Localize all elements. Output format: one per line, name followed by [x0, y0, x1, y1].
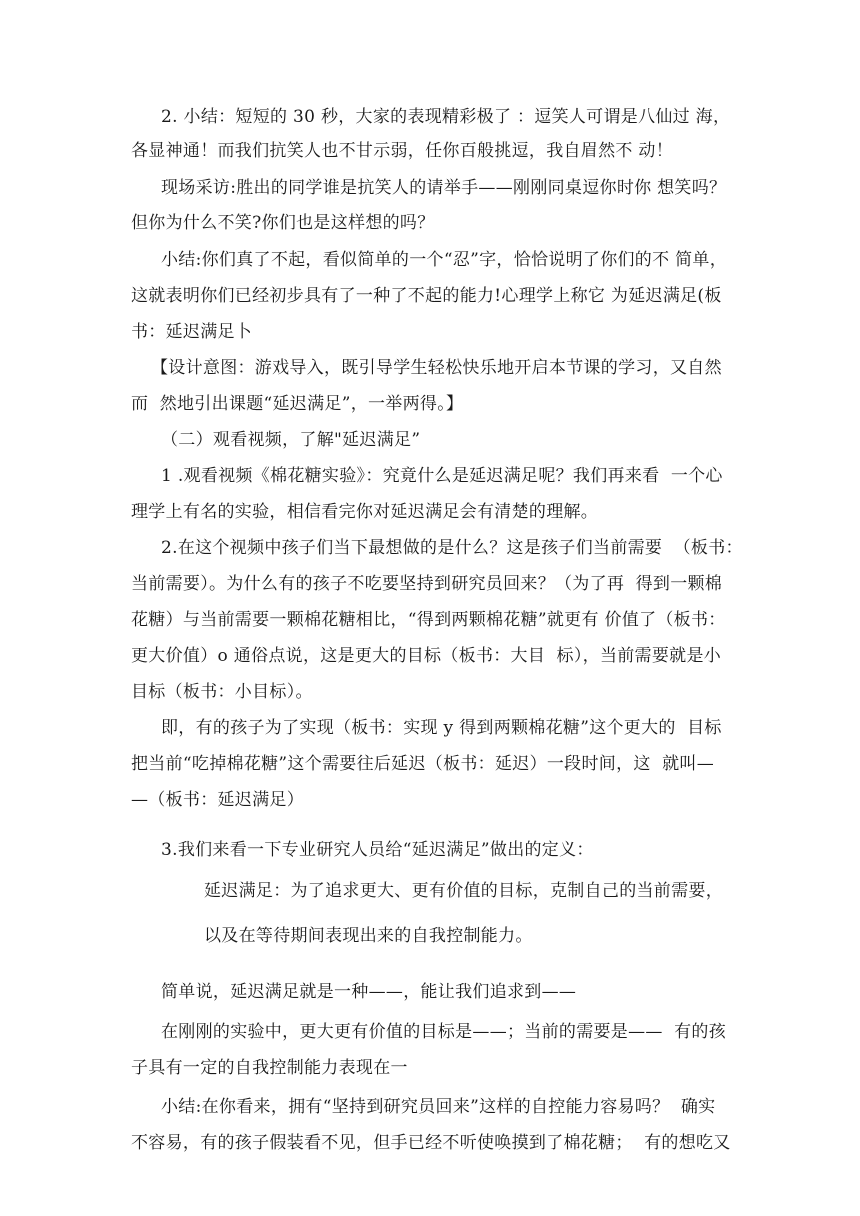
text-line: 当前需要）。为什么有的孩子不吃要坚持到研究员回来？（为了再 得到一颗棉	[131, 574, 723, 594]
text-line: 把当前“吃掉棉花糖”这个需要往后延迟（板书：延迟）一段时间，这 就叫—	[131, 754, 714, 774]
text-line: 2. 小结：短短的 30 秒，大家的表现精彩极了 ：逗笑人可谓是八仙过 海，	[161, 107, 731, 127]
definition-line: 以及在等待期间表现出来的自我控制能力。	[204, 926, 533, 946]
section-heading: （二）观看视频，了解"延迟满足”	[161, 430, 421, 450]
text-line: 这就表明你们已经初步具有了一种了不起的能力!心理学上称它 为延迟满足(板	[131, 286, 722, 306]
text-line: 【设计意图：游戏导入，既引导学生轻松快乐地开启本节课的学习，又自然	[151, 358, 722, 378]
text-line: 而 然地引出课题“延迟满足”，一举两得。】	[131, 394, 464, 414]
text-line: 简单说，延迟满足就是一种——，能让我们追求到——	[161, 982, 577, 1002]
text-line: 2.在这个视频中孩子们当下最想做的是什么？这是孩子们当前需要 （板书：	[161, 538, 743, 558]
text-line: 但你为什么不笑?你们也是这样想的吗？	[131, 213, 435, 233]
text-line: 1 .观看视频《棉花糖实验》：究竟什么是延迟满足呢？我们再来看 一个心	[161, 466, 723, 486]
text-line: 现场采访:胜出的同学谁是抗笑人的请举手——刚刚同桌逗你时你 想笑吗？	[161, 178, 727, 198]
text-line: 目标（板书：小目标）。	[131, 682, 313, 702]
definition-line: 延迟满足：为了追求更大、更有价值的目标，克制自己的当前需要，	[204, 881, 723, 901]
text-line: 各显神通！而我们抗笑人也不甘示弱，任你百般挑逗，我自眉然不 动！	[131, 141, 674, 161]
text-line: 在刚刚的实验中，更大更有价值的目标是——；当前的需要是—— 有的孩	[161, 1022, 727, 1042]
text-line: 即，有的孩子为了实现（板书：实现 y 得到两颗棉花糖”这个更大的 目标	[161, 718, 722, 738]
text-line: 理学上有名的实验，相信看完你对延迟满足会有清楚的理解。	[131, 502, 599, 522]
text-line: 不容易，有的孩子假装看不见，但手已经不听使唤摸到了棉花糖； 有的想吃又	[131, 1133, 731, 1153]
text-line: 更大价值）o 通俗点说，这是更大的目标（板书：大目 标），当前需要就是小	[131, 646, 722, 666]
text-line: 书：延迟满足卜	[131, 322, 253, 342]
text-line: 子具有一定的自我控制能力表现在一	[131, 1058, 408, 1078]
text-line: 3.我们来看一下专业研究人员给“延迟满足”做出的定义：	[161, 840, 594, 860]
text-line: 花糖）与当前需要一颗棉花糖相比，“得到两颗棉花糖”就更有 价值了（板书：	[131, 610, 726, 630]
text-line: 小结:在你看来，拥有“坚持到研究员回来”这样的自控能力容易吗？ 确实	[161, 1097, 716, 1117]
text-line: —（板书：延迟满足）	[131, 790, 304, 810]
text-line: 小结:你们真了不起，看似简单的一个“忍”字，恰恰说明了你们的不 简单，	[161, 250, 728, 270]
